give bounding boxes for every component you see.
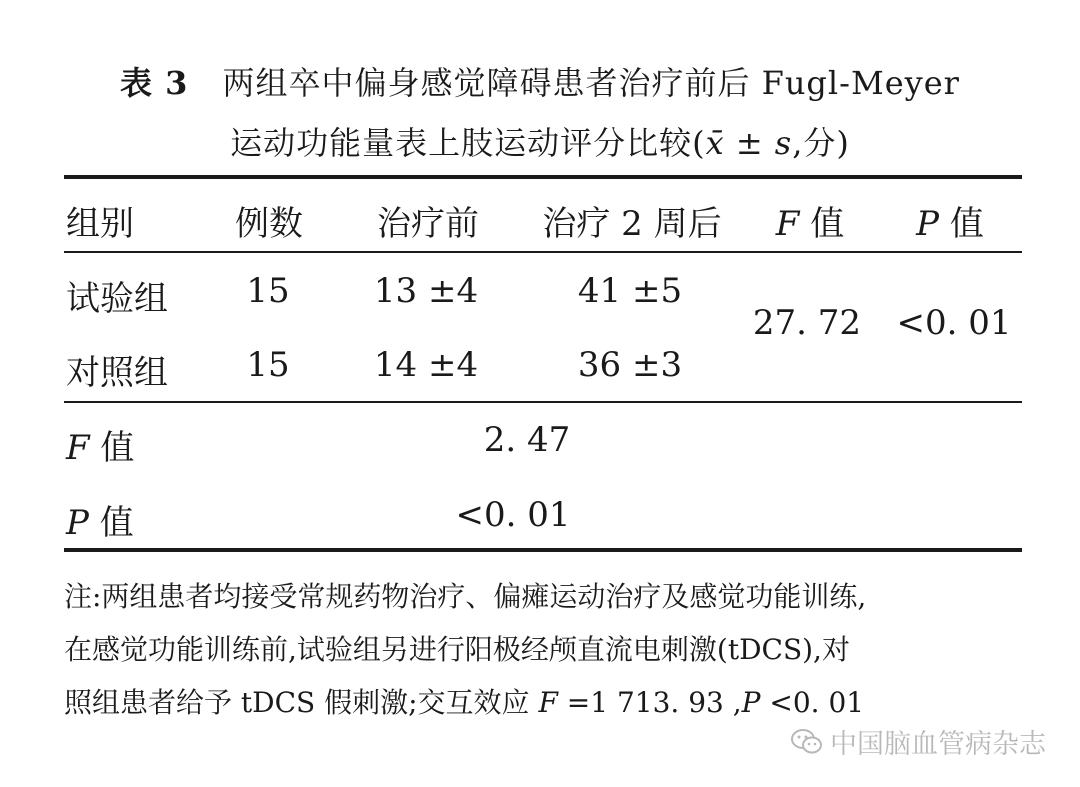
p-row-value: <0. 01 (455, 495, 571, 535)
footnote-p-symbol: P (741, 686, 761, 719)
header-p-symbol: P (916, 204, 940, 244)
wechat-icon (790, 727, 824, 757)
footnote-line3-mid: =1 713. 93 , (557, 686, 742, 719)
row-after: 36 ±3 (577, 345, 683, 385)
header-rule (64, 251, 1022, 253)
row-group: 试验组 (66, 279, 168, 319)
title-pm: ± (724, 124, 775, 162)
footnote-line1: 注:两组患者均接受常规药物治疗、偏瘫运动治疗及感觉功能训练, (64, 580, 867, 613)
row-after: 41 ±5 (577, 271, 683, 311)
f-value: 27. 72 (752, 303, 862, 343)
f-row-label (66, 420, 134, 469)
header-f-label: 值 (799, 204, 845, 244)
title-s: s (774, 124, 793, 162)
title-line2-suffix: ,分) (792, 124, 850, 162)
header-after: 治疗 2 周后 (542, 204, 722, 244)
footnote-line2: 在感觉功能训练前,试验组另进行阳极经颅直流电刺激(tDCS),对 (64, 633, 850, 666)
title-xbar: x̄ (705, 124, 725, 162)
p-row-symbol: P (66, 503, 89, 543)
header-f-symbol: F (775, 204, 800, 244)
table-number: 表 3 (120, 64, 189, 102)
table-title-line1 (0, 58, 1080, 104)
header-p-label: 值 (939, 204, 984, 244)
header-p (916, 196, 984, 245)
row-n: 15 (246, 271, 290, 311)
f-row-text: 值 (89, 428, 135, 468)
p-row-label (66, 495, 134, 544)
watermark-text: 中国脑血管病杂志 (830, 729, 1046, 760)
row-group: 对照组 (66, 353, 168, 393)
f-row-value: 2. 47 (483, 420, 571, 460)
f-row-symbol: F (66, 428, 90, 468)
p-row-text: 值 (88, 503, 134, 543)
footnote-line3 (64, 681, 864, 721)
row-before: 14 ±4 (373, 345, 479, 385)
p-value: <0. 01 (896, 303, 1012, 343)
row-n: 15 (246, 345, 290, 385)
watermark (790, 722, 1046, 761)
header-before: 治疗前 (377, 204, 479, 244)
top-rule (64, 175, 1022, 179)
header-n: 例数 (235, 204, 303, 244)
body-rule (64, 401, 1022, 403)
title-line2-prefix: 运动功能量表上肢运动评分比较( (230, 124, 706, 162)
bottom-rule (64, 548, 1022, 552)
header-f (776, 196, 844, 245)
header-group: 组别 (66, 204, 134, 244)
footnote-line3-end: <0. 01 (760, 686, 865, 719)
footnote-f-symbol: F (538, 686, 558, 719)
row-before: 13 ±4 (373, 271, 479, 311)
table-title-text: 两组卒中偏身感觉障碍患者治疗前后 Fugl-Meyer (222, 64, 960, 102)
footnote-line3-prefix: 照组患者给予 tDCS 假刺激;交互效应 (64, 686, 539, 719)
table-title-line2 (0, 118, 1080, 164)
